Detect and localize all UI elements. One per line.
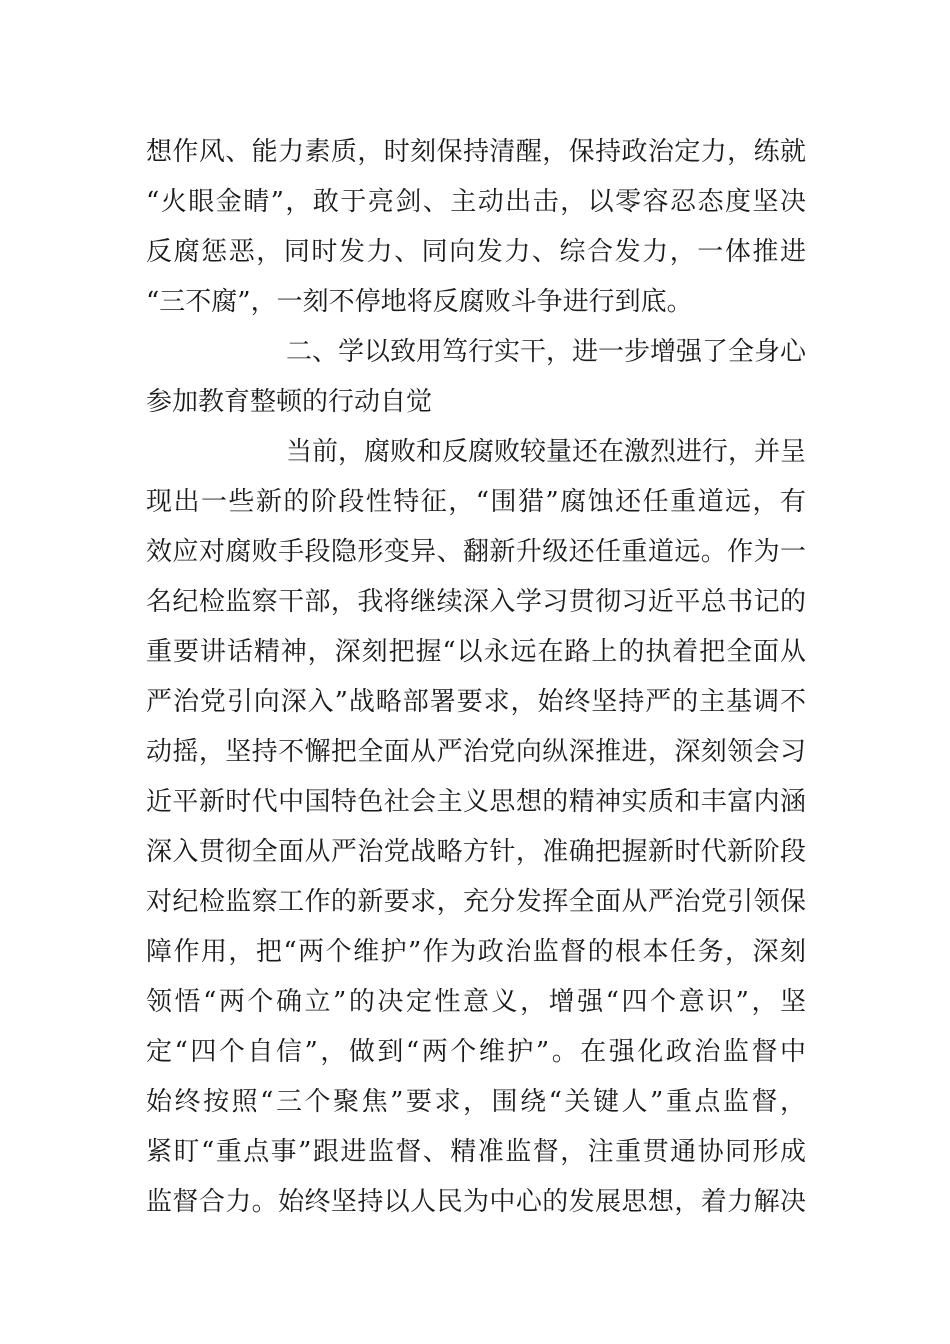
text-line-4: “三不腐”，一刻不停地将反腐败斗争进行到底。 [146, 287, 693, 317]
text-line-18: 领悟“两个确立”的决定性意义，增强“四个意识”，坚 [146, 987, 806, 1017]
text-line-17: 障作用，把“两个维护”作为政治监督的根本任务，深刻 [146, 937, 806, 967]
text-line-14: 近平新时代中国特色社会主义思想的精神实质和丰富内涵 [146, 787, 806, 817]
text-line-20: 始终按照“三个聚焦”要求，围绕“关键人”重点监督， [146, 1087, 806, 1117]
text-line-10: 名纪检监察干部，我将继续深入学习贯彻习近平总书记的 [146, 587, 806, 617]
section-heading-line-1: 二、学以致用笃行实干，进一步增强了全身心 [286, 337, 806, 367]
text-line-8: 现出一些新的阶段性特征，“围猎”腐蚀还任重道远，有 [146, 487, 806, 517]
text-line-15: 深入贯彻全面从严治党战略方针，准确把握新时代新阶段 [146, 837, 806, 867]
text-line-22: 监督合力。始终坚持以人民为中心的发展思想，着力解决 [146, 1187, 806, 1217]
text-line-12: 严治党引向深入”战略部署要求，始终坚持严的主基调不 [146, 687, 806, 717]
text-line-19: 定“四个自信”，做到“两个维护”。在强化政治监督中 [146, 1037, 806, 1067]
text-line-9: 效应对腐败手段隐形变异、翻新升级还任重道远。作为一 [146, 537, 806, 567]
text-line-7: 当前，腐败和反腐败较量还在激烈进行，并呈 [286, 437, 806, 467]
text-line-11: 重要讲话精神，深刻把握“以永远在路上的执着把全面从 [146, 637, 806, 667]
text-line-3: 反腐惩恶，同时发力、同向发力、综合发力，一体推进 [146, 237, 806, 267]
text-line-2: “火眼金睛”，敢于亮剑、主动出击，以零容忍态度坚决 [146, 187, 806, 217]
text-line-1: 想作风、能力素质，时刻保持清醒，保持政治定力，练就 [146, 137, 806, 167]
text-line-16: 对纪检监察工作的新要求，充分发挥全面从严治党引领保 [146, 887, 806, 917]
text-line-13: 动摇，坚持不懈把全面从严治党向纵深推进，深刻领会习 [146, 737, 806, 767]
text-line-21: 紧盯“重点事”跟进监督、精准监督，注重贯通协同形成 [146, 1137, 806, 1167]
section-heading-line-2: 参加教育整顿的行动自觉 [146, 387, 433, 417]
